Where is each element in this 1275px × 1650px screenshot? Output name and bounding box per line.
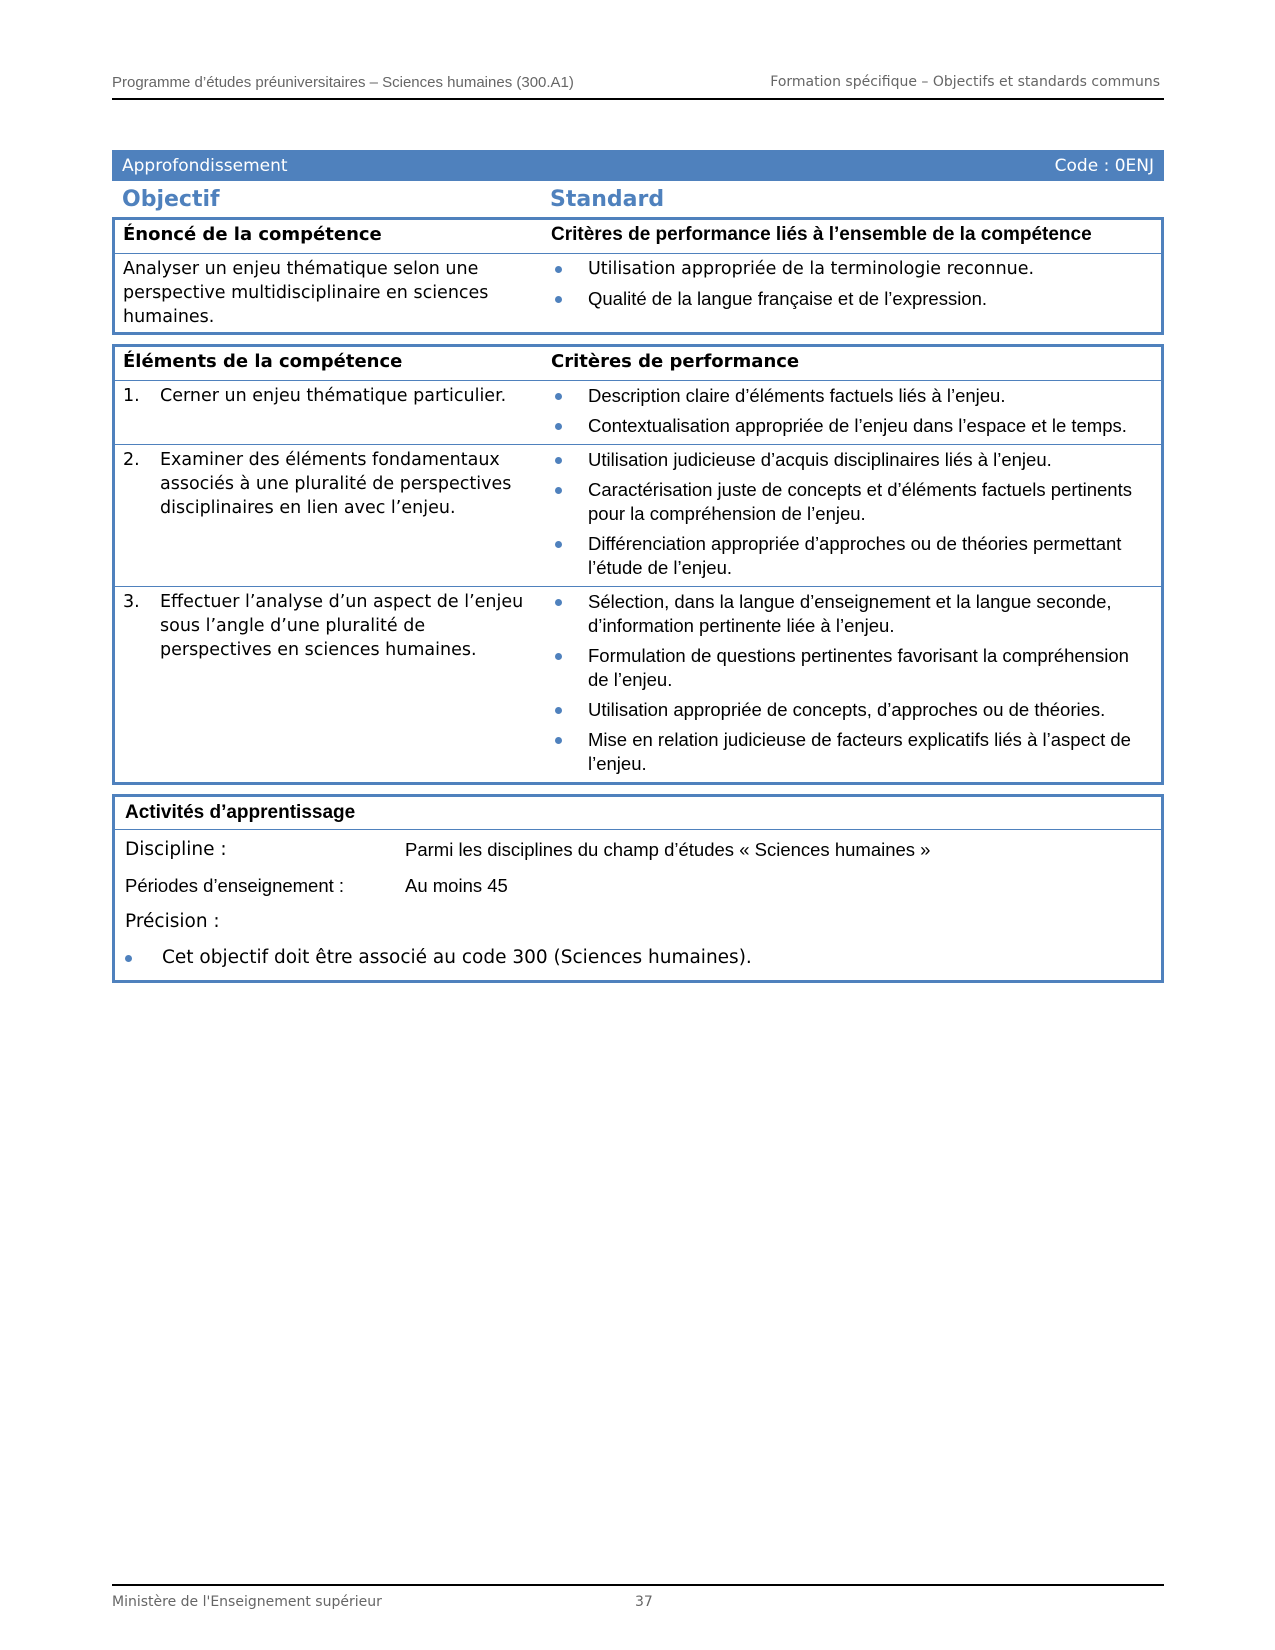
criteria-list — [551, 590, 1153, 776]
element-text: Effectuer l’analyse d’un aspect de l’enjeu sous l’angle d’une pluralité de perspectives en sciences humaines. — [160, 592, 524, 660]
ministry-name: Ministère de l'Enseignement supérieur — [112, 1594, 382, 1610]
element-2 — [115, 445, 543, 586]
elements-header: Éléments de la compétence — [123, 351, 403, 372]
objective-banner — [112, 150, 1164, 181]
bullet-icon — [555, 296, 562, 303]
bullet-icon — [125, 955, 132, 962]
competence-statement: Analyser un enjeu thématique selon une perspective multidisciplinaire en sciences humaines. — [123, 259, 489, 327]
list-item: Sélection, dans la langue d’enseignement et la langue seconde, d’information pertinente liée à l’enjeu. — [551, 590, 1153, 638]
criteria-list — [551, 448, 1153, 580]
page-footer — [112, 1584, 1164, 1610]
global-criteria-list — [551, 257, 1153, 311]
bullet-icon — [555, 707, 562, 714]
program-title: Programme d’études préuniversitaires – Sciences humaines (300.A1) — [112, 74, 574, 91]
precision-row — [115, 904, 1161, 940]
elements-header-row — [115, 347, 1161, 380]
list-item: Formulation de questions pertinentes favorisant la compréhension de l’enjeu. — [551, 644, 1153, 692]
bullet-icon — [555, 266, 562, 273]
table-row — [115, 380, 1161, 444]
list-item: Contextualisation appropriée de l’enjeu dans l’espace et le temps. — [551, 414, 1153, 438]
objective-code: Code : 0ENJ — [1054, 155, 1154, 176]
element-number: 1. — [123, 386, 140, 406]
element-text: Examiner des éléments fondamentaux associés à une pluralité de perspectives disciplinaires en lien avec l’enjeu. — [160, 450, 512, 518]
element-1 — [115, 381, 543, 444]
criteria-header: Critères de performance — [551, 351, 800, 372]
list-item: Utilisation appropriée de la terminologie reconnue. — [551, 257, 1153, 281]
elements-table — [112, 344, 1164, 785]
banner-title: Approfondissement — [122, 155, 288, 176]
section-title: Formation spécifique – Objectifs et standards communs — [770, 74, 1160, 90]
discipline-row — [115, 830, 1161, 868]
activities-title: Activités d’apprentissage — [115, 797, 1161, 830]
periods-label: Périodes d’enseignement : — [125, 875, 345, 896]
discipline-value: Parmi les disciplines du champ d’études « Sciences humaines » — [405, 839, 931, 860]
competence-table — [112, 217, 1164, 335]
bullet-icon — [555, 653, 562, 660]
objectif-heading: Objectif — [122, 186, 220, 212]
element-text: Cerner un enjeu thématique particulier. — [160, 386, 507, 406]
list-item: Mise en relation judicieuse de facteurs explicatifs liés à l’aspect de l’enjeu. — [551, 728, 1153, 776]
table-row — [115, 444, 1161, 586]
page-number: 37 — [635, 1594, 653, 1610]
bullet-icon — [555, 599, 562, 606]
precision-label: Précision : — [125, 911, 220, 932]
statement-header: Énoncé de la compétence — [123, 224, 382, 245]
bullet-icon — [555, 457, 562, 464]
column-headings — [112, 181, 1164, 217]
global-criteria-header: Critères de performance liés à l’ensemble de la compétence — [551, 224, 1092, 245]
element-number: 2. — [123, 450, 140, 470]
list-item: Utilisation judicieuse d’acquis disciplinaires liés à l’enjeu. — [551, 448, 1153, 472]
objective-document — [112, 150, 1164, 983]
table-row — [115, 586, 1161, 782]
bullet-icon — [555, 393, 562, 400]
list-item: Qualité de la langue française et de l’expression. — [551, 287, 1153, 311]
criteria-list — [551, 384, 1153, 438]
bullet-icon — [555, 541, 562, 548]
element-3 — [115, 587, 543, 782]
periods-value: Au moins 45 — [405, 875, 508, 896]
bullet-icon — [555, 423, 562, 430]
list-item: Cet objectif doit être associé au code 300 (Sciences humaines). — [125, 946, 1151, 970]
bullet-icon — [555, 737, 562, 744]
element-number: 3. — [123, 592, 140, 612]
page-header — [112, 74, 1164, 100]
list-item: Description claire d’éléments factuels liés à l’enjeu. — [551, 384, 1153, 408]
competence-row — [115, 253, 1161, 332]
list-item: Utilisation appropriée de concepts, d’approches ou de théories. — [551, 698, 1153, 722]
periods-row — [115, 868, 1161, 904]
discipline-label: Discipline : — [125, 839, 227, 860]
standard-heading: Standard — [550, 186, 665, 212]
competence-header-row — [115, 220, 1161, 253]
list-item: Différenciation appropriée d’approches ou de théories permettant l’étude de l’enjeu. — [551, 532, 1153, 580]
activities-table — [112, 794, 1164, 983]
precision-list — [115, 940, 1161, 980]
bullet-icon — [555, 487, 562, 494]
list-item: Caractérisation juste de concepts et d’éléments factuels pertinents pour la compréhension de l’enjeu. — [551, 478, 1153, 526]
